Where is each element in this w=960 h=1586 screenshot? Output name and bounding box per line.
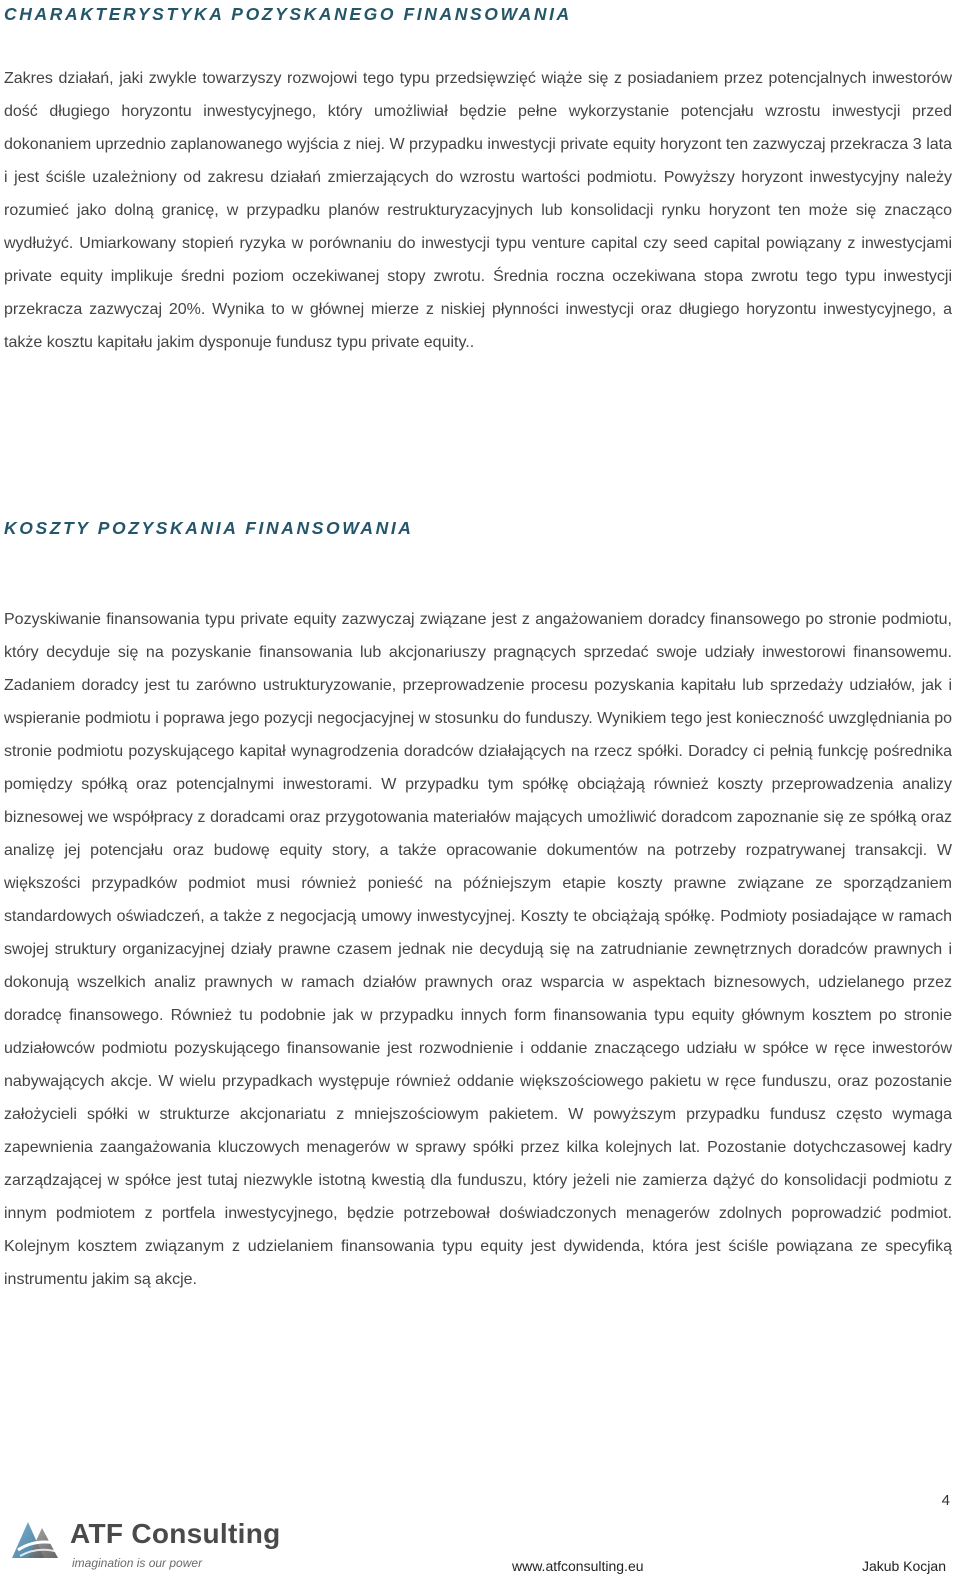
paragraph-financing-characteristics: Zakres działań, jaki zwykle towarzyszy rozwojowi tego typu przedsięwzięć wiąże się z posiadaniem przez potencjalnych inwestorów dość długiego horyzontu inwestycyjnego, który umożliwiał będzie pełne wykorzystanie potencjału wzrostu inwestycji przed dokonaniem uprzednio zaplanowanego wyjścia z niej. W przypadku inwestycji private equity horyzont ten zazwyczaj przekracza 3 lata i jest ściśle uzależniony od zakresu działań zmierzających do wzrostu wartości podmiotu. Powyższy horyzont inwestycyjny należy rozumieć jako dolną granicę, w przypadku planów restrukturyzacyjnych lub konsolidacji rynku horyzont ten może się znacząco wydłużyć. Umiarkowany stopień ryzyka w porównaniu do inwestycji typu venture capital czy seed capital powiązany z inwestycjami private equity implikuje średni poziom oczekiwanej stopy zwrotu. Średnia roczna oczekiwana stopa zwrotu tego typu inwestycji przekracza zazwyczaj 20%. Wynika to w głównej mierze z niskiej płynności inwestycji oraz długiego horyzontu inwestycyjnego, a także kosztu kapitału jakim dysponuje fundusz typu private equity.. [4, 70, 952, 351]
section-title-financing-costs: KOSZTY POZYSKANIA FINANSOWANIA [4, 518, 414, 538]
logo-tagline: imagination is our power [72, 1556, 203, 1570]
paragraph-financing-costs: Pozyskiwanie finansowania typu private equity zazwyczaj związane jest z angażowaniem doradcy finansowego po stronie podmiotu, który decyduje się na pozyskanie finansowania lub akcjonariuszy pragnących sprzedać swoje udziały inwestorowi finansowemu. Zadaniem doradcy jest tu zarówno ustrukturyzowanie, przeprowadzenie procesu pozyskania kapitału lub sprzedaży udziałów, jak i wspieranie podmiotu i poprawa jego pozycji negocjacyjnej w stosunku do funduszy. Wynikiem tego jest konieczność uwzględniania po stronie podmiotu pozyskującego kapitał wynagrodzenia doradców działających na rzecz spółki. Doradcy ci pełnią funkcję pośrednika pomiędzy spółką oraz potencjalnymi inwestorami. W przypadku tym spółkę obciążają również koszty przeprowadzenia analizy biznesowej we współpracy z doradcami oraz przygotowania materiałów mających umożliwić doradcom zapoznanie się ze spółką oraz analizę jej potencjału oraz budowę equity story, a także opracowanie dokumentów na potrzeby rozpatrywanej transakcji. W większości przypadków podmiot musi również ponieść na późniejszym etapie koszty prawne związane ze sporządzaniem standardowych oświadczeń, a także z negocjacją umowy inwestycyjnej. Koszty te obciążają spółkę. Podmioty posiadające w ramach swojej struktury organizacyjnej działy prawne czasem jednak nie decydują się na zatrudnianie zewnętrznych doradców prawnych i dokonują wszelkich analiz prawnych w ramach działów prawnych oraz wsparcia w aspektach biznesowych, udzielanego przez doradcę finansowego. Również tu podobnie jak w przypadku innych form finansowania typu equity głównym kosztem po stronie udziałowców podmiotu pozyskującego finansowanie jest rozwodnienie i oddanie znaczącego udziału w spółce w ręce inwestorów nabywających akcje. W wielu przypadkach występuje również oddanie większościowego pakietu w ręce funduszu, oraz pozostanie założycieli spółki w strukturze akcjonariatu z mniejszościowym pakietem. W powyższym przypadku fundusz często wymaga zapewnienia zaangażowania kluczowych menagerów w sprawy spółki przez kilka kolejnych lat. Pozostanie dotychczasowej kadry zarządzającej w spółce jest tutaj niezwykle istotną kwestią dla funduszu, który jeżeli nie zamierza dążyć do konsolidacji podmiotu z innym podmiotem z portfela inwestycyjnego, będzie potrzebował doświadczonych menagerów zdolnych poprowadzić podmiot. Kolejnym kosztem związanym z udzielaniem finansowania typu equity jest dywidenda, która jest ściśle powiązana ze specyfiką instrumentu jakim są akcje. [4, 611, 952, 1288]
section-title-financing-characteristics: CHARAKTERYSTYKA POZYSKANEGO FINANSOWANIA [4, 4, 572, 24]
atf-logo-icon [8, 1512, 64, 1568]
footer-author-name: Jakub Kocjan [861, 1558, 946, 1574]
logo-company-name: ATF Consulting [70, 1518, 281, 1549]
footer-website-link[interactable]: www.atfconsulting.eu [512, 1558, 644, 1574]
company-logo [8, 1508, 308, 1578]
page-footer [0, 1500, 960, 1586]
page-number: 4 [941, 1492, 950, 1509]
